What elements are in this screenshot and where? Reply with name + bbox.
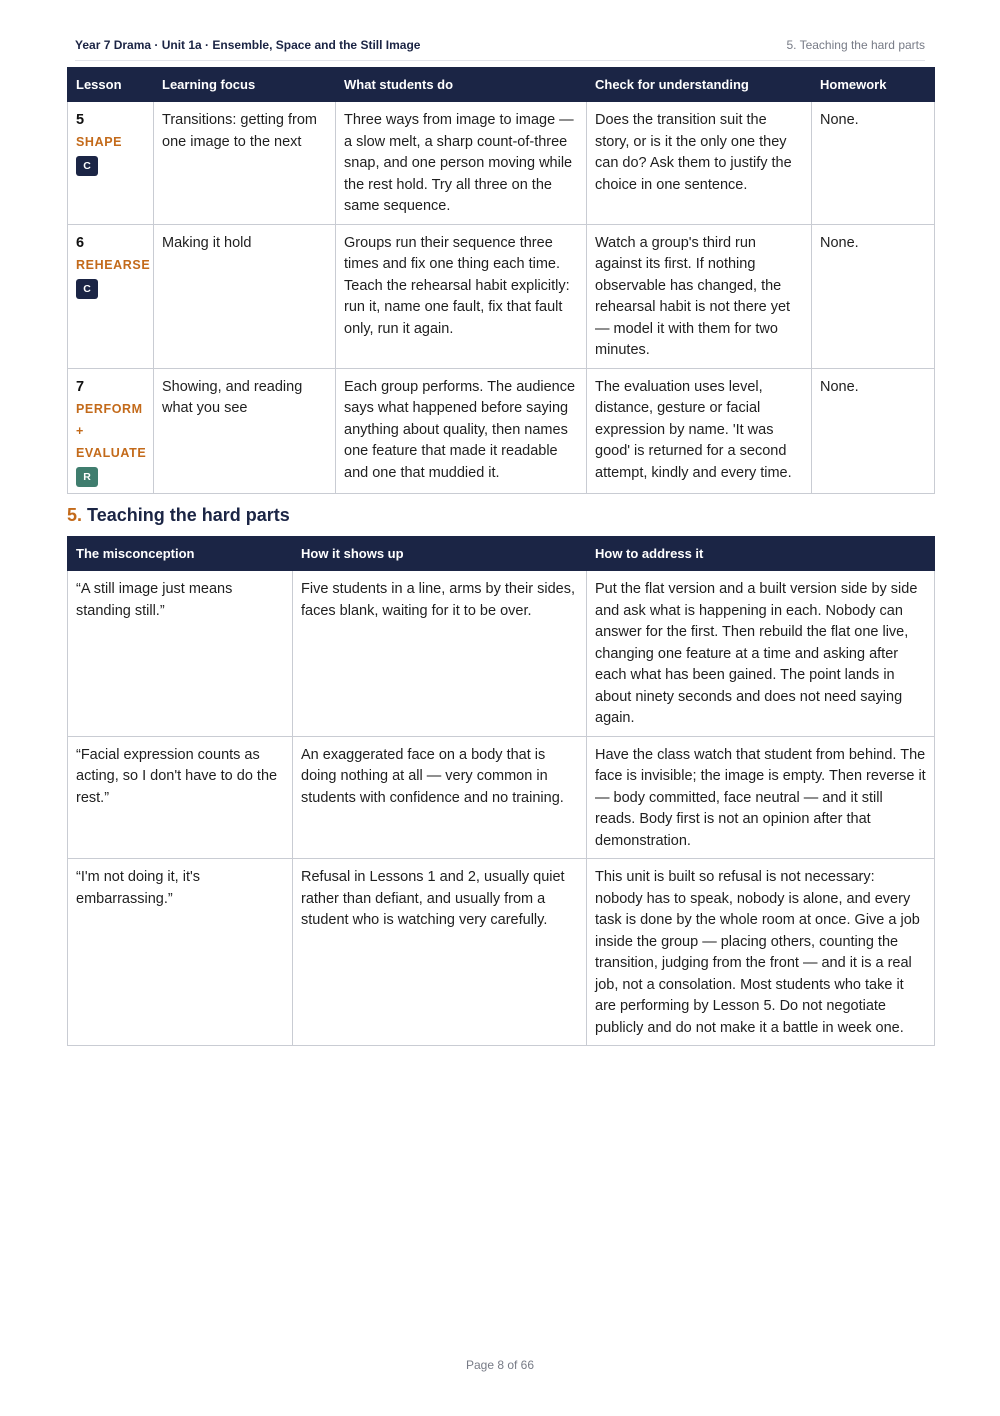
lessons-table (67, 67, 935, 494)
shows-up-cell: Refusal in Lessons 1 and 2, usually quiet rather than defiant, and usually from a student who is watching very carefully. (293, 859, 587, 1046)
lessons-table-header-row (68, 68, 935, 102)
table-row (68, 571, 935, 737)
lesson-stage: REHEARSE (76, 257, 151, 272)
table-row (68, 102, 935, 225)
misconceptions-table-header-row (68, 537, 935, 571)
section-title: Teaching the hard parts (87, 505, 290, 525)
lesson-stage: PERFORM + EVALUATE (76, 401, 147, 460)
table-row (68, 224, 935, 368)
address-cell: Have the class watch that student from behind. The face is invisible; the image is empty. Then reverse it — body committed, face neutral — and it still reads. Body first is not an opinion after that demonstration. (587, 736, 935, 859)
lesson-type-badge: R (76, 467, 98, 487)
table-row (68, 368, 935, 494)
lesson-cell (68, 102, 154, 225)
lesson-stage: SHAPE (76, 135, 123, 149)
misconceptions-table (67, 536, 935, 1046)
what-students-do-cell: Each group performs. The audience says what happened before saying anything about quality, then names one feature that made it readable and one that muddied it. (336, 368, 587, 494)
lesson-number: 5 (76, 112, 85, 128)
col-header-how-it-shows-up: How it shows up (293, 537, 587, 571)
check-cell: The evaluation uses level, distance, gesture or facial expression by name. 'It was good' is returned for a second attempt, kindly and every time. (587, 368, 812, 494)
check-cell: Watch a group's third run against its first. If nothing observable has changed, the rehearsal habit is not there yet — model it with them for two minutes. (587, 224, 812, 368)
lesson-number: 6 (76, 234, 85, 251)
learning-focus-cell: Showing, and reading what you see (154, 368, 336, 494)
shows-up-cell: An exaggerated face on a body that is doing nothing at all — very common in students with confidence and no training. (293, 736, 587, 859)
table-row (68, 736, 935, 859)
lesson-cell (68, 224, 154, 368)
document-title: Year 7 Drama · Unit 1a · Ensemble, Space and the Still Image (75, 38, 421, 52)
homework-cell: None. (812, 368, 935, 494)
misconception-cell: “Facial expression counts as acting, so I don't have to do the rest.” (68, 736, 293, 859)
what-students-do-cell: Three ways from image to image — a slow melt, a sharp count-of-three snap, and one person moving while the rest hold. Try all three on the same sequence. (336, 102, 587, 225)
lesson-type-badge: C (76, 279, 98, 299)
lesson-type-badge: C (76, 156, 98, 176)
misconception-cell: “A still image just means standing still.” (68, 571, 293, 737)
address-cell: Put the flat version and a built version side by side and ask what is happening in each. Nobody can answer for the first. Then rebuild the flat one live, changing one feature at a time and asking after each what has been gained. The point lands in about ninety seconds and does not need saying again. (587, 571, 935, 737)
table-row (68, 859, 935, 1046)
running-header (75, 38, 925, 61)
lesson-number: 7 (76, 378, 85, 395)
col-header-what-students-do: What students do (336, 68, 587, 102)
check-cell: Does the transition suit the story, or is it the only one they can do? Ask them to justify the choice in one sentence. (587, 102, 812, 225)
learning-focus-cell: Transitions: getting from one image to the next (154, 102, 336, 225)
shows-up-cell: Five students in a line, arms by their sides, faces blank, waiting for it to be over. (293, 571, 587, 737)
col-header-learning-focus: Learning focus (154, 68, 336, 102)
address-cell: This unit is built so refusal is not necessary: nobody has to speak, nobody is alone, and every task is done by the whole room at once. Give a job inside the group — placing others, counting the transition, judging from the front — and it is a real job, not a consolation. Most students who take it are performing by Lesson 5. Do not negotiate publicly and do not make it a battle in week one. (587, 859, 935, 1046)
lesson-cell (68, 368, 154, 494)
col-header-homework: Homework (812, 68, 935, 102)
section-label: 5. Teaching the hard parts (786, 38, 925, 52)
homework-cell: None. (812, 224, 935, 368)
section-heading (67, 505, 290, 526)
col-header-misconception: The misconception (68, 537, 293, 571)
col-header-how-to-address-it: How to address it (587, 537, 935, 571)
section-number: 5. (67, 505, 83, 525)
col-header-check-for-understanding: Check for understanding (587, 68, 812, 102)
learning-focus-cell: Making it hold (154, 224, 336, 368)
what-students-do-cell: Groups run their sequence three times and fix one thing each time. Teach the rehearsal habit explicitly: run it, name one fault, fix that fault only, run it again. (336, 224, 587, 368)
page-number: Page 8 of 66 (465, 1358, 535, 1372)
homework-cell: None. (812, 102, 935, 225)
misconception-cell: “I'm not doing it, it's embarrassing.” (68, 859, 293, 1046)
col-header-lesson: Lesson (68, 68, 154, 102)
